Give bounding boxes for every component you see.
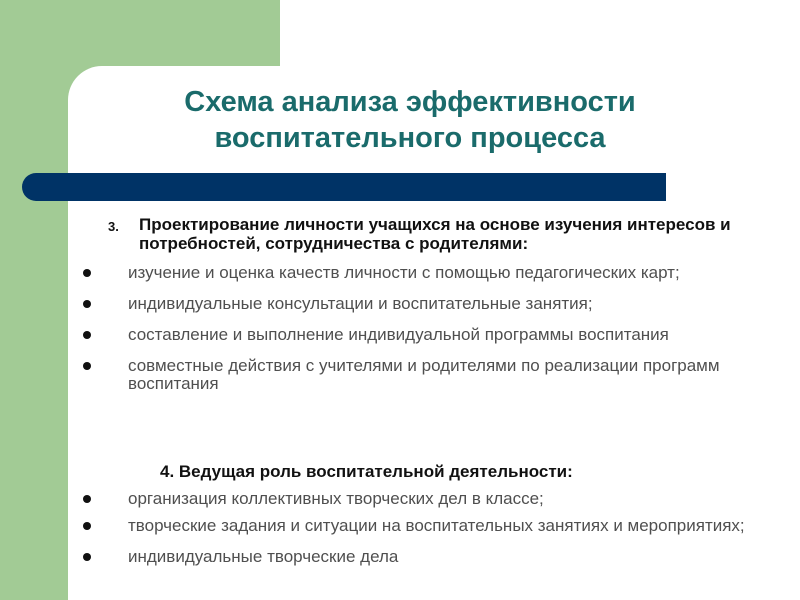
bullet-icon — [83, 522, 91, 530]
list-item — [80, 548, 786, 566]
list-item — [80, 326, 786, 344]
section-3-list — [80, 264, 786, 393]
list-item — [80, 295, 786, 313]
list-item-text: индивидуальные консультации и воспитательные занятия; — [128, 294, 593, 313]
list-item-text: совместные действия с учителями и родителями по реализации программ воспитания — [128, 356, 720, 393]
list-item-text: индивидуальные творческие дела — [128, 547, 399, 566]
list-item-text: организация коллективных творческих дел в классе; — [128, 489, 544, 508]
title-underline-bar — [22, 173, 666, 201]
bullet-icon — [83, 300, 91, 308]
bullet-icon — [83, 495, 91, 503]
section-3-heading — [104, 215, 794, 253]
title-line-1: Схема анализа эффективности — [184, 86, 636, 118]
bullet-icon — [83, 362, 91, 370]
list-item — [80, 517, 786, 535]
section-4-list — [80, 490, 786, 566]
slide-title — [80, 84, 740, 156]
section-3-text: Проектирование личности учащихся на основе изучения интересов и потребностей, сотрудничества с родителями: — [139, 215, 731, 253]
section-4-heading: 4. Ведущая роль воспитательной деятельности: — [160, 462, 573, 481]
bullet-icon — [83, 269, 91, 277]
list-item — [80, 357, 786, 393]
list-item-text: творческие задания и ситуации на воспитательных занятиях и мероприятиях; — [128, 516, 745, 535]
section-3-number: 3. — [108, 219, 119, 234]
list-item-text: составление и выполнение индивидуальной программы воспитания — [128, 325, 669, 344]
list-item — [80, 264, 786, 282]
title-line-2: воспитательного процесса — [214, 122, 606, 154]
bullet-icon — [83, 331, 91, 339]
list-item — [80, 490, 786, 508]
list-item-text: изучение и оценка качеств личности с помощью педагогических карт; — [128, 263, 680, 282]
bullet-icon — [83, 553, 91, 561]
